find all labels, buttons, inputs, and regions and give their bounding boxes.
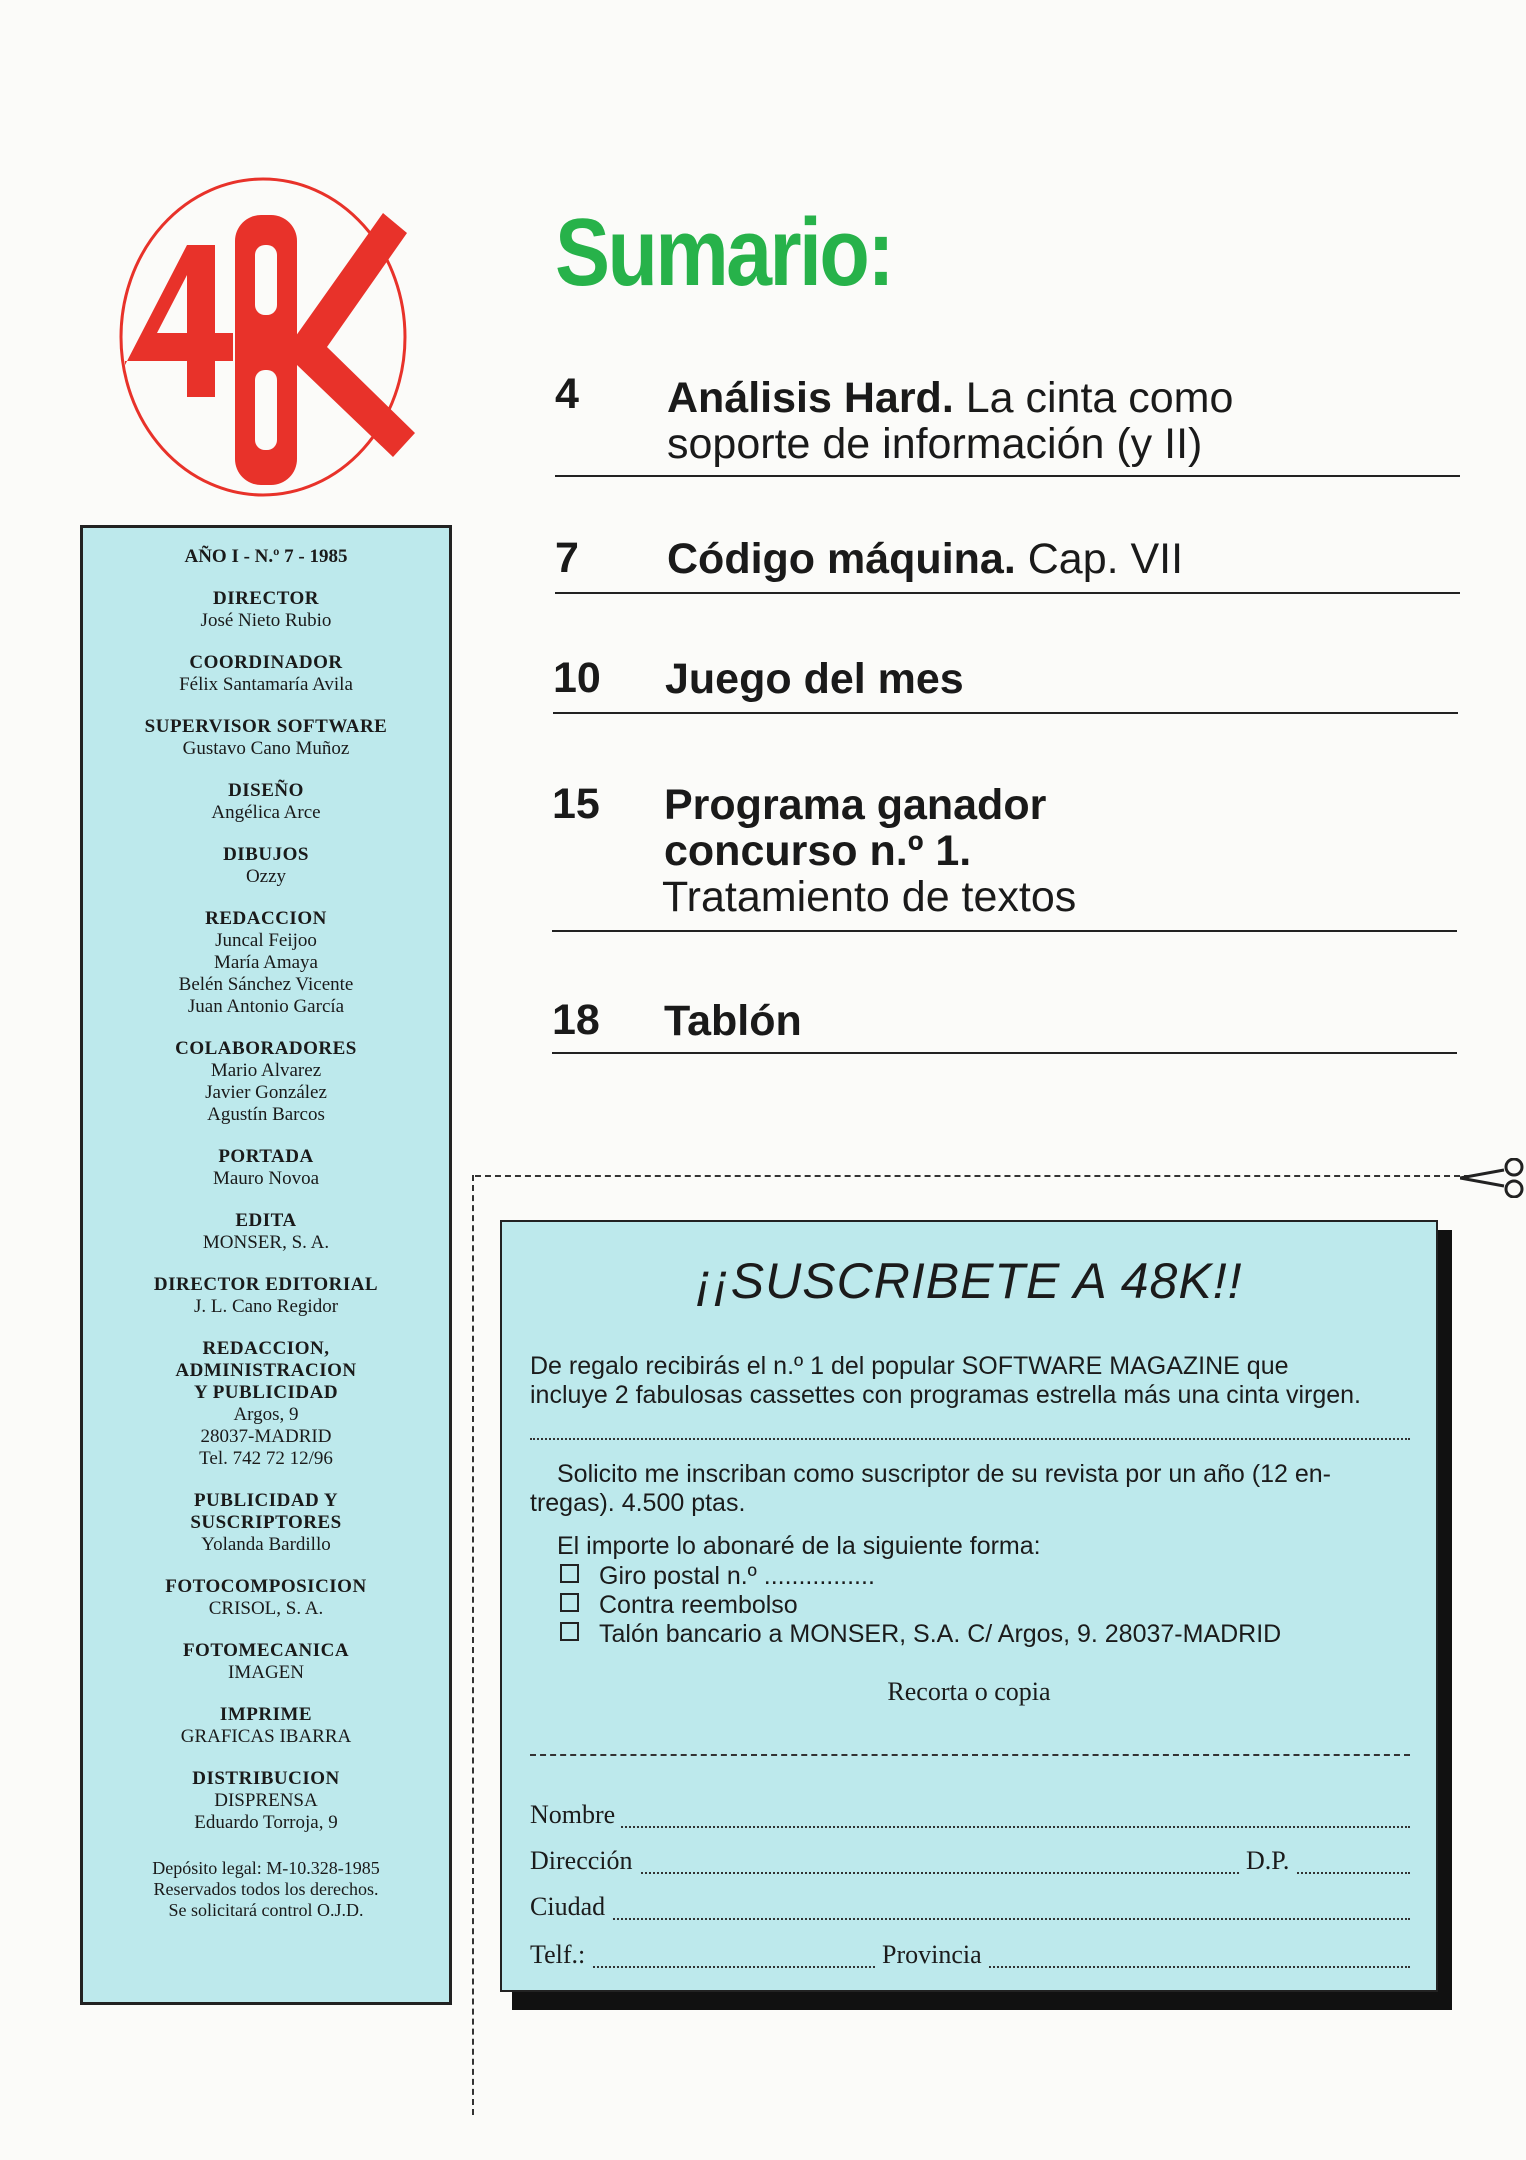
credit-name: Mauro Novoa xyxy=(212,1168,320,1189)
credit-role: DISTRIBUCION xyxy=(192,1768,340,1789)
issue-number: AÑO I - N.º 7 - 1985 xyxy=(184,546,348,567)
cut-line-vertical xyxy=(472,1175,474,2115)
credit-section xyxy=(83,1768,449,1834)
province-label: Provincia xyxy=(876,1940,988,1970)
credit-name: Ozzy xyxy=(245,866,287,887)
subscription-title: ¡¡SUSCRIBETE A 48K!! xyxy=(695,1253,1243,1309)
credit-role: PORTADA xyxy=(218,1146,314,1167)
toc-title-line3: Tratamiento de textos xyxy=(662,873,1077,921)
checkbox[interactable] xyxy=(560,1622,579,1641)
credit-role: COORDINADOR xyxy=(189,652,343,673)
credit-name: Mario Alvarez xyxy=(210,1060,322,1081)
toc-page-number: 7 xyxy=(555,534,579,582)
city-field[interactable]: Ciudad xyxy=(530,1892,1410,1924)
credit-name: María Amaya xyxy=(214,952,318,973)
credit-section xyxy=(83,908,449,1018)
credit-name: Félix Santamaría Avila xyxy=(179,674,353,695)
toc-title: Tablón xyxy=(664,997,802,1045)
credit-section xyxy=(83,1146,449,1190)
credit-name: J. L. Cano Regidor xyxy=(193,1296,339,1317)
dotted-separator xyxy=(530,1438,1410,1440)
credit-name: IMAGEN xyxy=(228,1662,304,1683)
credit-section xyxy=(83,716,449,760)
payment-intro: El importe lo abonaré de la siguiente forma: xyxy=(557,1532,1041,1560)
credit-section xyxy=(83,1704,449,1748)
credit-role: REDACCION xyxy=(205,908,327,929)
toc-page-number: 10 xyxy=(553,654,601,702)
request-text-line2: tregas). 4.500 ptas. xyxy=(530,1489,746,1517)
toc-page-number: 18 xyxy=(552,996,600,1044)
credit-section xyxy=(83,844,449,888)
toc-title: Juego del mes xyxy=(665,655,964,703)
page-title: Sumario: xyxy=(555,199,893,306)
toc-page-number: 15 xyxy=(552,780,600,828)
credit-name: Eduardo Torroja, 9 xyxy=(194,1812,338,1833)
credit-name: GRAFICAS IBARRA xyxy=(180,1726,352,1747)
credit-section xyxy=(83,1274,449,1318)
cut-line-horizontal xyxy=(475,1175,1470,1177)
credit-role: Y PUBLICIDAD xyxy=(193,1382,339,1403)
credit-name: MONSER, S. A. xyxy=(202,1232,330,1253)
credit-name: Juan Antonio García xyxy=(187,996,345,1017)
toc-page-number: 4 xyxy=(555,370,579,418)
toc-item-juego-del-mes[interactable] xyxy=(553,650,1458,714)
credit-role: PUBLICIDAD Y xyxy=(193,1490,339,1511)
credit-role: EDITA xyxy=(235,1210,297,1231)
credit-name: José Nieto Rubio xyxy=(200,610,332,631)
toc-item-codigo-maquina[interactable] xyxy=(555,530,1460,594)
credit-section xyxy=(83,1576,449,1620)
credits-list xyxy=(83,588,449,1834)
48k-logo xyxy=(115,165,435,500)
credit-section xyxy=(83,1038,449,1126)
request-text-line1: Solicito me inscriban como suscriptor de su revista por un año (12 en- xyxy=(557,1460,1331,1488)
credit-role: FOTOMECANICA xyxy=(182,1640,350,1661)
credit-role: IMPRIME xyxy=(219,1704,313,1725)
address-field[interactable]: Dirección D.P. xyxy=(530,1846,1410,1878)
phone-field[interactable]: Telf.: Provincia xyxy=(530,1940,1410,1972)
credit-name: Belén Sánchez Vicente xyxy=(178,974,354,995)
credit-name: Yolanda Bardillo xyxy=(201,1534,331,1555)
credit-role: DISEÑO xyxy=(228,780,304,801)
checkbox[interactable] xyxy=(560,1593,579,1612)
credit-section xyxy=(83,652,449,696)
toc-title: Análisis Hard. La cinta como xyxy=(667,374,1234,422)
legal-line: Reservados todos los derechos. xyxy=(153,1879,379,1899)
credit-name: Agustín Barcos xyxy=(207,1104,325,1125)
subscription-coupon xyxy=(500,1220,1438,1992)
name-field[interactable]: Nombre xyxy=(530,1800,1410,1832)
credit-name: Gustavo Cano Muñoz xyxy=(182,738,350,759)
credit-role: DIBUJOS xyxy=(223,844,309,865)
credit-section xyxy=(83,1490,449,1556)
masthead-credits xyxy=(80,525,452,2005)
credit-name: Javier González xyxy=(205,1082,327,1103)
gift-text-line2: incluye 2 fabulosas cassettes con programas estrella más una cinta virgen. xyxy=(530,1381,1361,1409)
credit-name: DISPRENSA xyxy=(214,1790,318,1811)
credit-section xyxy=(83,1210,449,1254)
credit-section xyxy=(83,588,449,632)
checkbox[interactable] xyxy=(560,1564,579,1583)
credit-section xyxy=(83,1338,449,1470)
toc-title: Programa ganador xyxy=(664,781,1047,829)
credit-role: SUSCRIPTORES xyxy=(190,1512,342,1533)
dashed-cut-separator xyxy=(530,1754,1410,1756)
toc-item-analisis-hard[interactable] xyxy=(555,365,1460,477)
credit-name: CRISOL, S. A. xyxy=(208,1598,324,1619)
credit-name: Argos, 9 xyxy=(233,1404,299,1425)
postal-code-label: D.P. xyxy=(1240,1846,1295,1876)
toc-item-tablon[interactable] xyxy=(552,990,1457,1054)
payment-option-reembolso[interactable]: Contra reembolso xyxy=(560,1591,798,1620)
scissors-icon xyxy=(1460,1158,1526,1198)
credit-role: FOTOCOMPOSICION xyxy=(165,1576,367,1597)
legal-line: Se solicitará control O.J.D. xyxy=(168,1900,364,1920)
toc-item-programa-ganador[interactable] xyxy=(552,775,1457,932)
credit-name: Juncal Feijoo xyxy=(215,930,317,951)
toc-title: Código máquina. Cap. VII xyxy=(667,535,1184,583)
credit-name: Angélica Arce xyxy=(211,802,321,823)
credit-name: 28037-MADRID xyxy=(200,1426,332,1447)
credit-section xyxy=(83,780,449,824)
credit-role: SUPERVISOR SOFTWARE xyxy=(144,716,388,737)
credit-section xyxy=(83,1640,449,1684)
toc-title-line2: soporte de información (y II) xyxy=(667,420,1203,468)
legal-line: Depósito legal: M-10.328-1985 xyxy=(152,1858,380,1878)
credit-name: Tel. 742 72 12/96 xyxy=(199,1448,333,1469)
payment-option-giro[interactable]: Giro postal n.º ................ xyxy=(560,1562,875,1591)
credit-role: DIRECTOR EDITORIAL xyxy=(153,1274,379,1295)
payment-option-talon[interactable]: Talón bancario a MONSER, S.A. C/ Argos, 9. 28037-MADRID xyxy=(560,1620,1281,1649)
cut-note: Recorta o copia xyxy=(887,1677,1051,1706)
toc-title-line2: concurso n.º 1. xyxy=(664,827,972,875)
credit-role: DIRECTOR xyxy=(212,588,320,609)
gift-text-line1: De regalo recibirás el n.º 1 del popular SOFTWARE MAGAZINE que xyxy=(530,1352,1289,1380)
credit-role: REDACCION, xyxy=(202,1338,330,1359)
legal-notice xyxy=(83,1858,449,1921)
credit-role: COLABORADORES xyxy=(175,1038,357,1059)
credit-role: ADMINISTRACION xyxy=(175,1360,357,1381)
